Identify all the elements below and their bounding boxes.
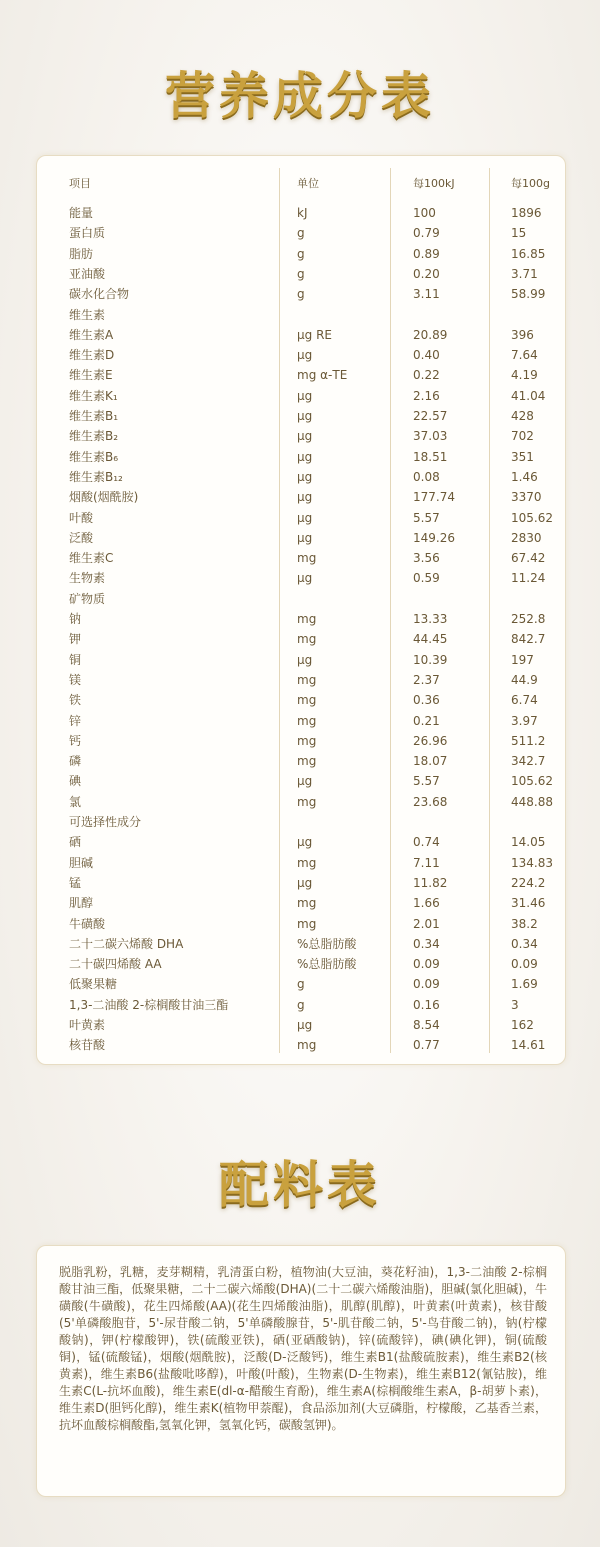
cell-item: 亚油酸 [69, 266, 106, 281]
cell-item: 矿物质 [69, 591, 106, 606]
cell-unit: mg [297, 733, 317, 748]
cell-per-100kj: 0.59 [413, 571, 440, 586]
cell-per-100kj: 5.57 [413, 510, 440, 525]
cell-item: 磷 [69, 754, 82, 769]
cell-unit: mg [297, 551, 317, 566]
cell-per-100kj: 18.51 [413, 449, 448, 464]
cell-per-100kj: 0.16 [413, 997, 440, 1012]
cell-unit: μg [297, 774, 313, 789]
cell-per-100kj: 23.68 [413, 794, 448, 809]
cell-item: 维生素C [69, 551, 114, 566]
cell-per-100g: 1.46 [511, 469, 538, 484]
cell-item: 维生素B₆ [69, 449, 119, 464]
cell-per-100g: 428 [511, 409, 534, 423]
cell-per-100kj: 37.03 [413, 429, 448, 444]
ingredients-panel [36, 1245, 566, 1497]
cell-item: 铜 [69, 652, 82, 667]
cell-per-100kj: 2.01 [413, 916, 440, 931]
cell-per-100kj: 0.20 [413, 266, 440, 281]
cell-per-100kj: 177.74 [413, 490, 455, 505]
cell-item: 可选择性成分 [69, 815, 142, 829]
cell-item: 维生素A [69, 327, 114, 342]
cell-unit: mg [297, 713, 317, 728]
cell-unit: mg [297, 1038, 317, 1053]
cell-per-100g: 11.24 [511, 571, 546, 586]
cell-per-100kj: 2.16 [413, 388, 440, 403]
cell-unit: μg [297, 429, 313, 444]
cell-item: 1,3-二油酸 2-棕榈酸甘油三酯 [69, 997, 229, 1012]
cell-item: 核苷酸 [69, 1038, 106, 1053]
cell-per-100g: 342.7 [511, 754, 546, 769]
nutrition-table [36, 155, 566, 1065]
cell-per-100g: 3.71 [511, 266, 538, 281]
cell-per-100kj: 20.89 [413, 327, 448, 342]
cell-per-100kj: 5.57 [413, 774, 440, 789]
cell-item: 钙 [69, 733, 82, 748]
cell-item: 碳水化合物 [69, 287, 130, 302]
cell-per-100g: 1896 [511, 206, 542, 220]
cell-per-100g: 1.69 [511, 977, 538, 992]
cell-item: 维生素B₂ [69, 429, 119, 444]
cell-item: 维生素K₁ [69, 388, 118, 403]
cell-item: 维生素E [69, 368, 113, 383]
cell-item: 硒 [69, 835, 82, 850]
cell-unit: %总脂肪酸 [297, 957, 357, 972]
cell-per-100g: 3370 [511, 490, 542, 505]
cell-item: 二十碳四烯酸 AA [69, 957, 162, 972]
cell-per-100kj: 7.11 [413, 855, 440, 870]
cell-unit: kJ [297, 206, 308, 220]
cell-per-100kj: 0.09 [413, 977, 440, 992]
cell-per-100kj: 10.39 [413, 652, 448, 667]
cell-unit: μg RE [297, 327, 332, 342]
cell-per-100kj: 13.33 [413, 612, 448, 626]
cell-unit: μg [297, 652, 313, 667]
cell-item: 生物素 [69, 571, 106, 586]
cell-item: 低聚果糖 [69, 977, 118, 992]
cell-per-100g: 448.88 [511, 794, 553, 809]
cell-per-100g: 0.34 [511, 936, 538, 951]
cell-unit: mg [297, 612, 317, 626]
nutrition-title: 营养成分表 [165, 67, 435, 125]
cell-per-100g: 702 [511, 429, 534, 444]
cell-per-100kj: 8.54 [413, 1018, 440, 1032]
cell-item: 钠 [69, 612, 82, 626]
cell-item: 铁 [69, 693, 82, 708]
header-per-100g: 每100g [511, 177, 550, 190]
cell-unit: mg [297, 855, 317, 870]
cell-per-100g: 197 [511, 652, 534, 667]
cell-unit: %总脂肪酸 [297, 936, 357, 951]
cell-per-100g: 511.2 [511, 733, 546, 748]
cell-per-100g: 14.05 [511, 835, 546, 850]
cell-item: 镁 [69, 672, 82, 687]
cell-per-100kj: 11.82 [413, 875, 448, 890]
cell-unit: mg [297, 754, 317, 769]
cell-unit: mg [297, 916, 317, 931]
cell-unit: g [297, 977, 305, 992]
cell-unit: μg [297, 490, 313, 505]
cell-item: 牛磺酸 [69, 916, 106, 931]
cell-item: 蛋白质 [69, 226, 106, 241]
cell-per-100kj: 0.89 [413, 246, 440, 261]
cell-per-100g: 31.46 [511, 896, 546, 911]
cell-item: 维生素B₁₂ [69, 469, 123, 484]
cell-item: 脂肪 [69, 246, 94, 261]
cell-per-100kj: 0.09 [413, 957, 440, 972]
header-per-100kj: 每100kJ [413, 177, 455, 190]
cell-per-100g: 14.61 [511, 1038, 546, 1053]
cell-unit: g [297, 246, 305, 261]
cell-item: 肌醇 [69, 896, 94, 911]
ingredients-title: 配料表 [219, 1156, 381, 1214]
cell-item: 锌 [69, 713, 82, 728]
cell-item: 碘 [69, 774, 82, 789]
cell-item: 叶酸 [69, 510, 94, 525]
cell-per-100g: 2830 [511, 530, 542, 545]
cell-unit: mg [297, 632, 317, 647]
cell-unit: g [297, 997, 305, 1012]
cell-per-100kj: 0.40 [413, 348, 440, 363]
cell-per-100kj: 100 [413, 206, 436, 220]
cell-unit: μg [297, 835, 313, 850]
cell-per-100g: 58.99 [511, 287, 546, 302]
cell-item: 叶黄素 [69, 1018, 106, 1032]
cell-item: 泛酸 [69, 530, 94, 545]
cell-unit: g [297, 266, 305, 281]
cell-per-100g: 7.64 [511, 348, 538, 363]
column-divider [390, 168, 391, 1053]
cell-per-100g: 842.7 [511, 632, 546, 647]
cell-per-100kj: 149.26 [413, 530, 455, 545]
cell-per-100g: 0.09 [511, 957, 538, 972]
cell-item: 维生素 [69, 307, 106, 322]
cell-unit: μg [297, 469, 313, 484]
cell-per-100g: 44.9 [511, 672, 538, 687]
cell-unit: μg [297, 530, 313, 545]
cell-per-100g: 16.85 [511, 246, 546, 261]
cell-per-100kj: 0.21 [413, 713, 440, 728]
ingredients-text: 脱脂乳粉，乳糖，麦芽糊精，乳清蛋白粉，植物油(大豆油，葵花籽油)，1,3-二油酸 2-棕榈酸甘油三酯，低聚果糖，二十二碳六烯酸(DHA)(二十二碳六烯酸油脂)，胆碱(氯化胆碱)，牛磺酸(牛磺酸)，花生四烯酸(AA)(花生四烯酸油脂)，肌醇(肌醇)，叶黄素(叶黄素)，核苷酸(5'单磷酸胞苷，5'-尿苷酸二钠，5'单磷酸腺苷，5'-肌苷酸二钠，5'-鸟苷酸二钠)，钠(柠檬酸钠)，钾(柠檬酸钾)，铁(硫酸亚铁)，硒(亚硒酸钠)，锌(硫酸锌)，碘(碘化钾)，铜(硫酸铜)，锰(硫酸锰)，烟酸(烟酰胺)，泛酸(D-泛酸钙)，维生素B1(盐酸硫胺素)，维生素B2(核黄素)，维生素B6(盐酸吡哆醇)，叶酸(叶酸)，生物素(D-生物素)，维生素B12(氰钴胺)，维生素C(L-抗坏血酸)，维生素E(dl-α-醋酸生育酚)，维生素A(棕榈酸维生素A，β-胡萝卜素)，维生素D(胆钙化醇)，维生素K(植物甲萘醌)，食品添加剂(大豆磷脂，柠檬酸，乙基香兰素，抗坏血酸棕榈酸酯,氢氧化钾，氢氧化钙，碳酸氢钾)。 [59, 1265, 547, 1432]
cell-per-100g: 134.83 [511, 855, 553, 870]
cell-per-100g: 41.04 [511, 388, 546, 403]
cell-per-100kj: 3.56 [413, 551, 440, 566]
cell-per-100g: 67.42 [511, 551, 546, 566]
cell-per-100kj: 0.34 [413, 936, 440, 951]
cell-item: 能量 [69, 206, 94, 220]
cell-per-100kj: 0.08 [413, 469, 440, 484]
cell-item: 维生素B₁ [69, 409, 119, 423]
cell-per-100g: 224.2 [511, 875, 546, 890]
cell-per-100kj: 18.07 [413, 754, 448, 769]
cell-per-100kj: 22.57 [413, 409, 448, 423]
cell-unit: mg [297, 693, 317, 708]
cell-per-100g: 15 [511, 226, 527, 241]
cell-unit: μg [297, 510, 313, 525]
cell-item: 钾 [69, 632, 82, 647]
cell-item: 二十二碳六烯酸 DHA [69, 936, 184, 951]
header-item: 项目 [69, 177, 91, 190]
cell-per-100g: 3.97 [511, 713, 538, 728]
cell-unit: mg α-TE [297, 368, 348, 383]
column-divider [489, 168, 490, 1053]
cell-unit: μg [297, 449, 313, 464]
cell-per-100g: 396 [511, 327, 534, 342]
cell-per-100kj: 0.74 [413, 835, 440, 850]
cell-per-100g: 3 [511, 997, 519, 1012]
cell-unit: μg [297, 571, 313, 586]
cell-per-100kj: 0.36 [413, 693, 440, 708]
cell-per-100g: 105.62 [511, 774, 553, 789]
cell-per-100g: 162 [511, 1018, 534, 1032]
cell-per-100kj: 1.66 [413, 896, 440, 911]
cell-per-100kj: 0.79 [413, 226, 440, 241]
cell-unit: g [297, 287, 305, 302]
cell-unit: mg [297, 794, 317, 809]
header-unit: 单位 [297, 177, 319, 190]
cell-unit: mg [297, 896, 317, 911]
cell-per-100kj: 3.11 [413, 287, 440, 302]
cell-per-100g: 38.2 [511, 916, 538, 931]
cell-unit: μg [297, 875, 313, 890]
cell-per-100kj: 26.96 [413, 733, 448, 748]
cell-unit: μg [297, 388, 313, 403]
cell-item: 氯 [69, 794, 82, 809]
cell-per-100g: 351 [511, 449, 534, 464]
cell-per-100kj: 2.37 [413, 672, 440, 687]
cell-item: 胆碱 [69, 855, 94, 870]
cell-per-100kj: 0.22 [413, 368, 440, 383]
cell-per-100g: 4.19 [511, 368, 538, 383]
cell-per-100g: 252.8 [511, 612, 546, 626]
cell-unit: μg [297, 409, 313, 423]
cell-item: 维生素D [69, 348, 115, 363]
cell-per-100g: 6.74 [511, 693, 538, 708]
cell-item: 烟酸(烟酰胺) [69, 490, 139, 505]
cell-unit: μg [297, 1018, 313, 1032]
cell-unit: mg [297, 672, 317, 687]
cell-item: 锰 [69, 875, 82, 890]
cell-per-100g: 105.62 [511, 510, 553, 525]
cell-unit: μg [297, 348, 313, 363]
cell-per-100kj: 0.77 [413, 1038, 440, 1053]
cell-unit: g [297, 226, 305, 241]
column-divider [279, 168, 280, 1053]
cell-per-100kj: 44.45 [413, 632, 448, 647]
